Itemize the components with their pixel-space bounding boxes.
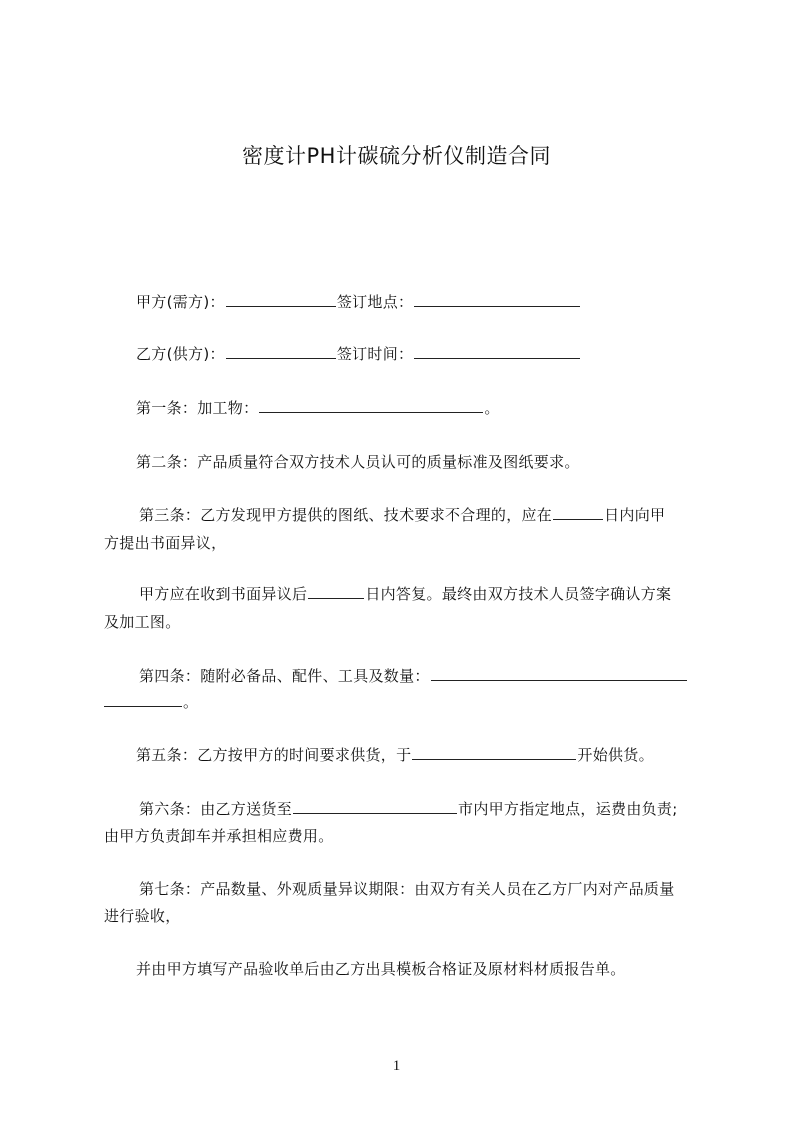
article-2 bbox=[136, 452, 580, 472]
sign-time-label: 签订时间： bbox=[336, 345, 414, 363]
article-3b-part-1: 甲方应在收到书面异议后 bbox=[139, 585, 308, 603]
article-3-line-1 bbox=[139, 505, 665, 525]
article-7b bbox=[136, 959, 626, 979]
sign-time-blank[interactable] bbox=[414, 344, 580, 359]
article-6-line-2-text: 由甲方负责卸车并承担相应费用。 bbox=[104, 827, 334, 845]
article-7-line-1 bbox=[139, 879, 675, 899]
article-7-line-2 bbox=[104, 906, 181, 926]
article-4-line-2 bbox=[104, 692, 198, 712]
article-6-part-1: 第六条：由乙方送货至 bbox=[139, 800, 293, 818]
party-a-blank[interactable] bbox=[226, 292, 336, 307]
article-2-text: 第二条：产品质量符合双方技术人员认可的质量标准及图纸要求。 bbox=[136, 453, 580, 471]
accessories-blank-1[interactable] bbox=[431, 666, 687, 681]
processed-item-blank[interactable] bbox=[259, 398, 483, 413]
supply-date-blank[interactable] bbox=[412, 745, 576, 760]
page-number: 1 bbox=[392, 1058, 401, 1074]
article-7b-text: 并由甲方填写产品验收单后由乙方出具模板合格证及原材料材质报告单。 bbox=[136, 960, 626, 978]
article-3b-line-1 bbox=[139, 584, 671, 604]
article-4-line-1 bbox=[139, 666, 688, 686]
party-a-line bbox=[136, 292, 581, 312]
sign-place-label: 签订地点： bbox=[336, 293, 414, 311]
article-4-end: 。 bbox=[183, 693, 199, 711]
article-1 bbox=[136, 398, 500, 418]
party-b-line bbox=[136, 344, 581, 364]
sign-place-blank[interactable] bbox=[414, 292, 580, 307]
article-1-label: 第一条：加工物： bbox=[136, 399, 259, 417]
article-1-end: 。 bbox=[484, 399, 500, 417]
article-3-part-2: 日内向甲 bbox=[604, 506, 666, 524]
article-3b-line-2-text: 及加工图。 bbox=[104, 613, 181, 631]
article-3-line-2-text: 方提出书面异议， bbox=[104, 534, 227, 552]
article-4-label: 第四条：随附必备品、配件、工具及数量： bbox=[139, 667, 430, 685]
article-6-line-1 bbox=[139, 799, 678, 819]
article-3-line-2 bbox=[104, 533, 226, 553]
article-7-line-1-text: 第七条：产品数量、外观质量异议期限：由双方有关人员在乙方厂内对产品质量 bbox=[139, 880, 675, 898]
article-3b-line-2 bbox=[104, 612, 181, 632]
reply-days-blank[interactable] bbox=[308, 584, 364, 599]
accessories-blank-2[interactable] bbox=[104, 692, 182, 707]
article-5-part-2: 开始供货。 bbox=[577, 746, 654, 764]
party-b-blank[interactable] bbox=[226, 344, 336, 359]
article-7-line-2-text: 进行验收， bbox=[104, 907, 181, 925]
party-a-label: 甲方(需方)： bbox=[136, 293, 225, 311]
party-b-label: 乙方(供方)： bbox=[136, 345, 225, 363]
document-title: 密度计PH计碳硫分析仪制造合同 bbox=[242, 144, 551, 168]
objection-days-blank[interactable] bbox=[553, 505, 603, 520]
article-3b-part-2: 日内答复。最终由双方技术人员签字确认方案 bbox=[365, 585, 672, 603]
article-6-line-2 bbox=[104, 826, 334, 846]
article-5-part-1: 第五条：乙方按甲方的时间要求供货，于 bbox=[136, 746, 412, 764]
delivery-city-blank[interactable] bbox=[293, 799, 457, 814]
article-5 bbox=[136, 745, 654, 765]
article-3-part-1: 第三条：乙方发现甲方提供的图纸、技术要求不合理的，应在 bbox=[139, 506, 553, 524]
article-6-part-2: 市内甲方指定地点，运费由负责; bbox=[458, 800, 678, 818]
